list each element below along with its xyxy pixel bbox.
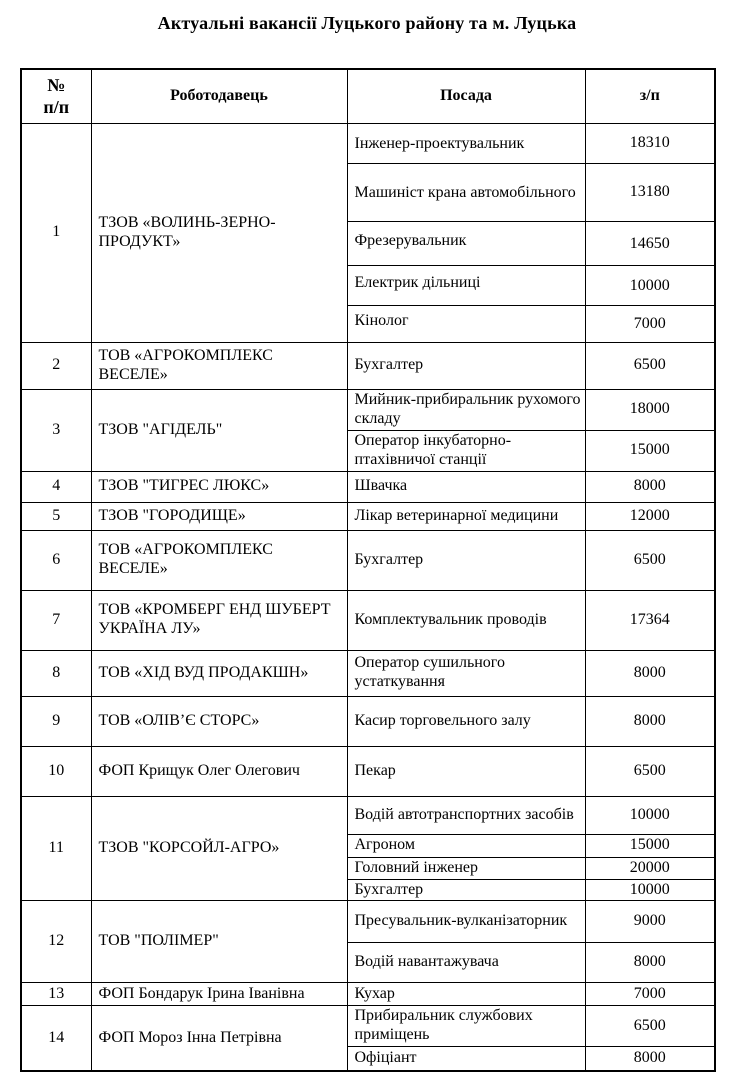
position-cell: Лікар ветеринарної медицини xyxy=(347,502,585,530)
employer-cell: ТОВ "ПОЛІМЕР" xyxy=(91,901,347,983)
position-cell: Електрик дільниці xyxy=(347,265,585,305)
position-cell: Прибиральник службових приміщень xyxy=(347,1006,585,1047)
position-cell: Швачка xyxy=(347,471,585,502)
header-employer: Роботодавець xyxy=(91,69,347,123)
salary-cell: 8000 xyxy=(585,943,715,983)
row-number-cell: 14 xyxy=(21,1006,91,1071)
row-number-cell: 12 xyxy=(21,901,91,983)
employer-cell: ТЗОВ "АГІДЕЛЬ" xyxy=(91,389,347,471)
employer-cell: ТЗОВ "КОРСОЙЛ-АГРО» xyxy=(91,796,347,901)
table-row xyxy=(21,650,715,696)
header-num-bottom: п/п xyxy=(43,97,70,118)
table-row xyxy=(21,471,715,502)
employer-cell: ФОП Мороз Інна Петрівна xyxy=(91,1006,347,1071)
header-row xyxy=(21,69,715,123)
employer-cell: ТОВ «АГРОКОМПЛЕКС ВЕСЕЛЕ» xyxy=(91,530,347,590)
position-cell: Інженер-проектувальник xyxy=(347,123,585,163)
salary-cell: 9000 xyxy=(585,901,715,943)
salary-cell: 6500 xyxy=(585,342,715,389)
position-cell: Бухгалтер xyxy=(347,879,585,901)
table-row xyxy=(21,389,715,430)
table-row xyxy=(21,1006,715,1047)
position-cell: Бухгалтер xyxy=(347,530,585,590)
position-cell: Агроном xyxy=(347,834,585,857)
position-cell: Кінолог xyxy=(347,305,585,342)
table-row xyxy=(21,342,715,389)
salary-cell: 6500 xyxy=(585,746,715,796)
salary-cell: 10000 xyxy=(585,796,715,834)
table-row xyxy=(21,123,715,163)
position-cell: Оператор сушильного устаткування xyxy=(347,650,585,696)
position-cell: Водій навантажувача xyxy=(347,943,585,983)
row-number-cell: 2 xyxy=(21,342,91,389)
salary-cell: 10000 xyxy=(585,265,715,305)
row-number-cell: 1 xyxy=(21,123,91,342)
position-cell: Комплектувальник проводів xyxy=(347,590,585,650)
position-cell: Пекар xyxy=(347,746,585,796)
employer-cell: ТОВ «ХІД ВУД ПРОДАКШН» xyxy=(91,650,347,696)
salary-cell: 15000 xyxy=(585,834,715,857)
employer-cell: ТЗОВ "ТИГРЕС ЛЮКС» xyxy=(91,471,347,502)
document-title: Актуальні вакансії Луцького району та м. Луцька xyxy=(157,13,577,33)
table-row xyxy=(21,901,715,943)
salary-cell: 6500 xyxy=(585,1006,715,1047)
employer-cell: ТОВ «АГРОКОМПЛЕКС ВЕСЕЛЕ» xyxy=(91,342,347,389)
salary-cell: 13180 xyxy=(585,163,715,221)
position-cell: Головний інженер xyxy=(347,857,585,879)
row-number-cell: 6 xyxy=(21,530,91,590)
row-number-cell: 9 xyxy=(21,696,91,746)
vacancies-table xyxy=(20,68,716,1072)
row-number-cell: 13 xyxy=(21,983,91,1006)
employer-cell: ФОП Крищук Олег Олегович xyxy=(91,746,347,796)
salary-cell: 8000 xyxy=(585,696,715,746)
position-cell: Фрезерувальник xyxy=(347,221,585,265)
table-row xyxy=(21,796,715,834)
salary-cell: 10000 xyxy=(585,879,715,901)
header-num xyxy=(21,69,91,123)
position-cell: Водій автотранспортних засобів xyxy=(347,796,585,834)
row-number-cell: 8 xyxy=(21,650,91,696)
position-cell: Мийник-прибиральник рухомого складу xyxy=(347,389,585,430)
salary-cell: 8000 xyxy=(585,471,715,502)
position-cell: Пресувальник-вулканізаторник xyxy=(347,901,585,943)
row-number-cell: 4 xyxy=(21,471,91,502)
position-cell: Оператор інкубаторно-птахівничої станції xyxy=(347,430,585,471)
salary-cell: 14650 xyxy=(585,221,715,265)
table-row xyxy=(21,590,715,650)
table-row xyxy=(21,746,715,796)
row-number-cell: 10 xyxy=(21,746,91,796)
salary-cell: 15000 xyxy=(585,430,715,471)
salary-cell: 7000 xyxy=(585,983,715,1006)
salary-cell: 6500 xyxy=(585,530,715,590)
employer-cell: ТЗОВ «ВОЛИНЬ-ЗЕРНО-ПРОДУКТ» xyxy=(91,123,347,342)
salary-cell: 18000 xyxy=(585,389,715,430)
salary-cell: 12000 xyxy=(585,502,715,530)
table-row xyxy=(21,502,715,530)
salary-cell: 17364 xyxy=(585,590,715,650)
employer-cell: ТОВ «КРОМБЕРГ ЕНД ШУБЕРТ УКРАЇНА ЛУ» xyxy=(91,590,347,650)
table-row xyxy=(21,530,715,590)
position-cell: Касир торговельного залу xyxy=(347,696,585,746)
employer-cell: ТОВ «ОЛІВ’Є СТОРС» xyxy=(91,696,347,746)
row-number-cell: 11 xyxy=(21,796,91,901)
position-cell: Кухар xyxy=(347,983,585,1006)
row-number-cell: 7 xyxy=(21,590,91,650)
salary-cell: 20000 xyxy=(585,857,715,879)
table-row xyxy=(21,983,715,1006)
salary-cell: 18310 xyxy=(585,123,715,163)
header-position: Посада xyxy=(347,69,585,123)
salary-cell: 7000 xyxy=(585,305,715,342)
employer-cell: ФОП Бондарук Ірина Іванівна xyxy=(91,983,347,1006)
row-number-cell: 3 xyxy=(21,389,91,471)
row-number-cell: 5 xyxy=(21,502,91,530)
header-salary: з/п xyxy=(585,69,715,123)
position-cell: Бухгалтер xyxy=(347,342,585,389)
employer-cell: ТЗОВ "ГОРОДИЩЕ» xyxy=(91,502,347,530)
header-num-top: № xyxy=(47,74,66,95)
salary-cell: 8000 xyxy=(585,1047,715,1071)
position-cell: Офіціант xyxy=(347,1047,585,1071)
salary-cell: 8000 xyxy=(585,650,715,696)
position-cell: Машиніст крана автомобільного xyxy=(347,163,585,221)
table-row xyxy=(21,696,715,746)
